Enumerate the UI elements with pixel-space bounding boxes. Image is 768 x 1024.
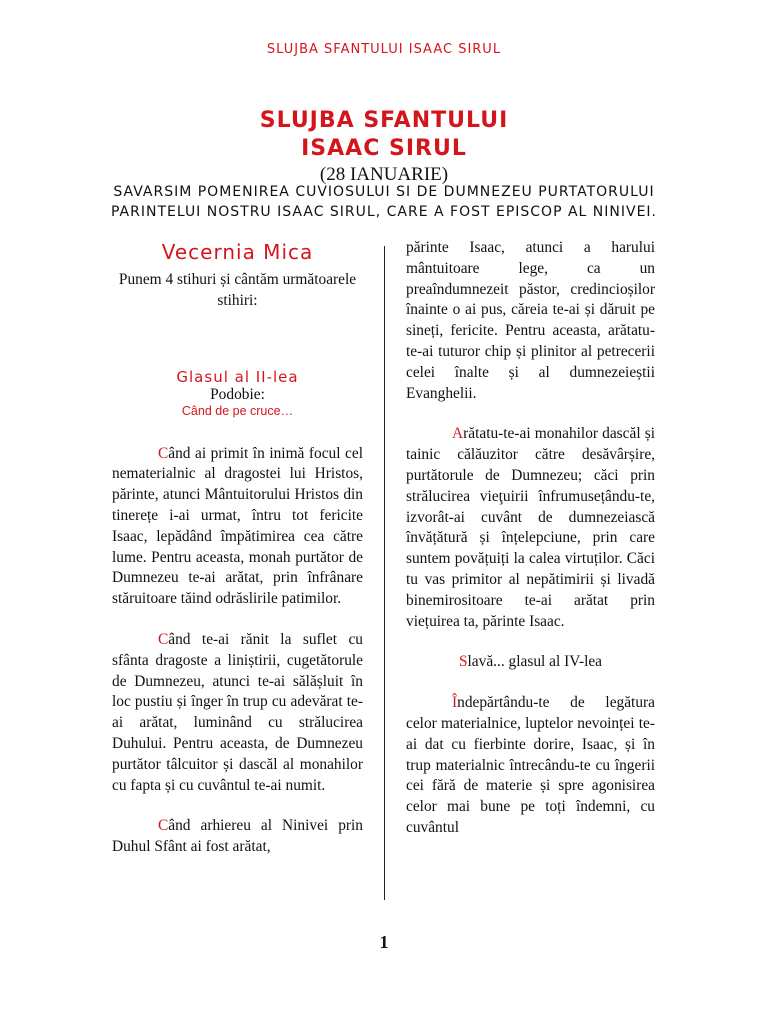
column-divider bbox=[384, 246, 385, 900]
stanza-initial: C bbox=[158, 817, 169, 835]
page-number: 1 bbox=[379, 932, 389, 952]
stanza-2 bbox=[112, 630, 363, 796]
glas-heading: Glasul al II-lea bbox=[176, 367, 299, 386]
stanza-text: ând ai primit în inimă focul cel nematerialnic al dragostei lui Hristos, părinte, atunci Mântuitorului Hristos din tinerețe i-ai urmat, întru tot fericite Isaac, lepădând împătimirea cea către lume. Pentru aceasta, monah purtător de Dumnezeu te-ai arătat, prin înfrânare stăruitoare tăind odrăslirile patimilor. bbox=[112, 444, 363, 608]
slava-initial: S bbox=[458, 653, 468, 671]
stanza-3-continuation: părinte Isaac, atunci a harului mântuitoare lege, ca un preaîndumnezeit păstor, credincioșilor înainte o ai pus, căreia te-ai și dăruit pe sineți, fericite. Pentru aceasta, arătatu-te-ai tuturor chip și plinitor al petrecerii celei înalte și al dumnezeieștii Evanghelii. bbox=[406, 239, 655, 402]
feast-date: (28 IANUARIE) bbox=[319, 164, 449, 185]
slava-text: lavă... glasul al IV-lea bbox=[467, 653, 603, 671]
right-column bbox=[406, 238, 655, 839]
left-column bbox=[112, 238, 363, 858]
section-title: Vecernia Mica bbox=[161, 240, 314, 264]
slava-heading bbox=[406, 652, 655, 673]
stanza-3 bbox=[112, 816, 363, 858]
stanza-5 bbox=[406, 693, 655, 839]
service-title-line2: ISAAC SIRUL bbox=[301, 136, 467, 161]
stanza-text: ndepărtându-te de legătura celor materialnice, luptelor nevoinței te-ai dat cu fierbinte dorire, Isaac, și în trup materialnic întrecându-te cu îngerii cei fără de materie și spre agonisirea celor mai bune pe toți îndemni, cu cuvântul bbox=[406, 694, 655, 836]
stanza-text: ând arhiereu al Ninivei prin Duhul Sfânt ai fost arătat, bbox=[112, 817, 363, 856]
stanza-text: rătatu-te-ai monahilor dascăl și tainic călăuzitor către desăvârșire, purtătorule de Dumnezeu; căci prin strălucirea vieţuirii înfrumusețându-te, izvorât-ai cuvânt de dumnezeiască învățătură și înțelepciune, prin care suntem povățuiți la calea virtuților. Căci tu vas primitor al nepătimirii și livadă binemirositoare te-ai arătat prin viețuirea ta, părinte Isaac. bbox=[406, 425, 655, 630]
stanza-initial: C bbox=[158, 444, 169, 462]
stanza-1 bbox=[112, 444, 363, 610]
stanza-initial: Î bbox=[452, 694, 458, 712]
stanza-text: ând te-ai rănit la suflet cu sfânta dragoste a liniștirii, cugetătorule de Dumnezeu, atunci te-ai sălășluit în loc pustiu și înger în trup cu adevărat te-ai arătat, luminând cu strălucirea Duhului. Pentru aceasta, de Dumnezeu purtător tâlcuitor și dascăl al monahilor cu fapta și cu cuvântul te-ai numit. bbox=[112, 630, 363, 794]
service-title-line1: SLUJBA SFANTULUI bbox=[259, 108, 509, 133]
stanza-initial: A bbox=[452, 425, 464, 443]
podobie-text: Când de pe cruce… bbox=[181, 403, 294, 418]
running-header: SLUJBA SFANTULUI ISAAC SIRUL bbox=[266, 42, 502, 57]
stanza-4 bbox=[406, 424, 655, 632]
intro-line-2: PARINTELUI NOSTRU ISAAC SIRUL, CARE A FOST EPISCOP AL NINIVEI. bbox=[110, 204, 657, 220]
stanza-initial: C bbox=[158, 630, 169, 648]
intro-line-1: SAVARSIM POMENIREA CUVIOSULUI SI DE DUMNEZEU PURTATORULUI bbox=[113, 184, 655, 200]
podobie-label: Podobie: bbox=[210, 385, 265, 403]
instruction-text: Punem 4 stihuri și cântăm următoarele stihiri: bbox=[118, 271, 357, 309]
